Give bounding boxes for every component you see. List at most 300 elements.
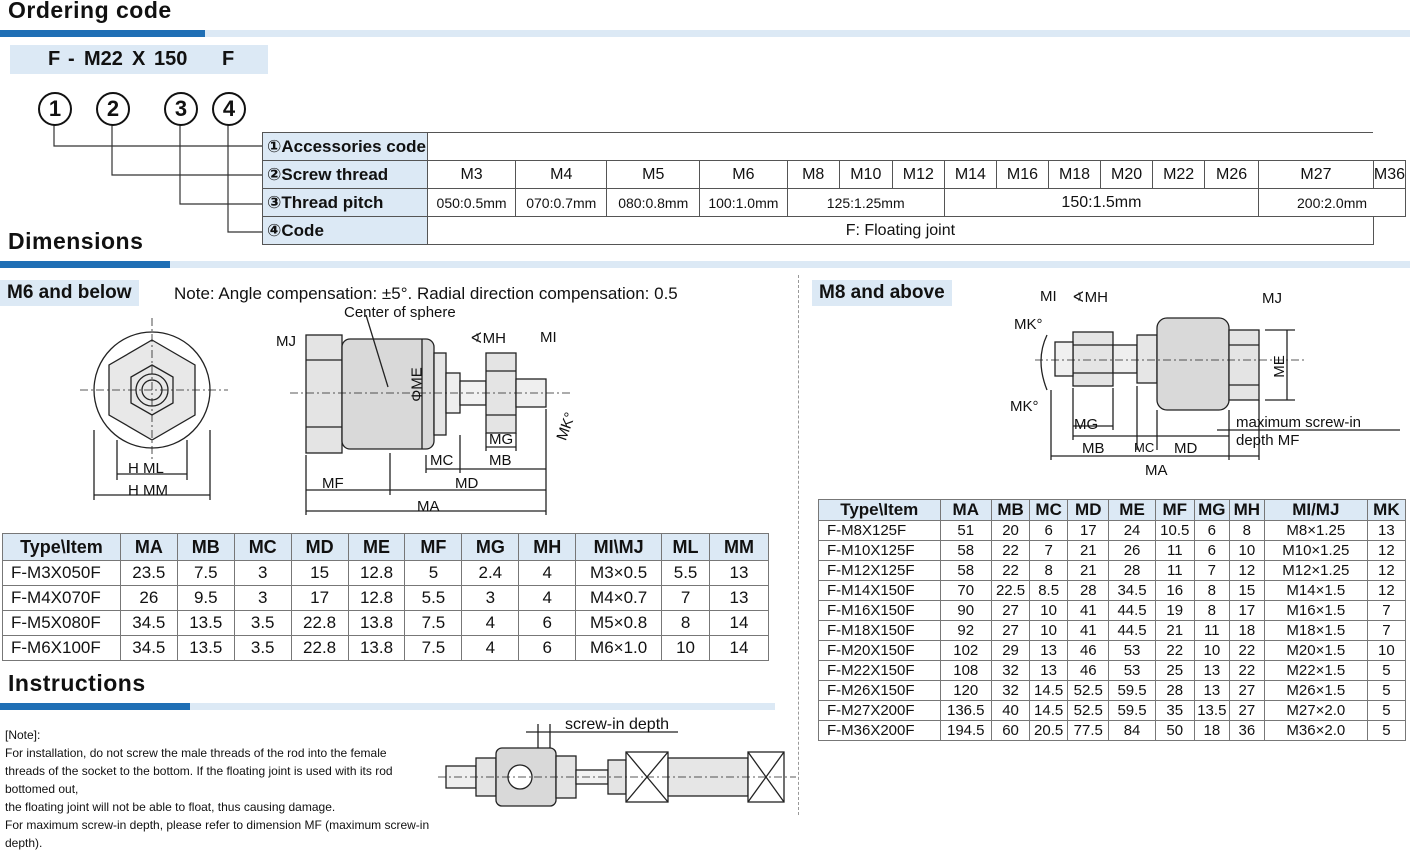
note-line-3: the floating joint will not be able to float, thus causing damage. — [5, 800, 336, 814]
table-large-cell: 136.5 — [940, 701, 991, 721]
table-large-cell: 12 — [1367, 581, 1405, 601]
circle-1: 1 — [38, 92, 72, 126]
table-large-cell: M10×1.25 — [1264, 541, 1367, 561]
label-accessories-code: ①Accessories code — [263, 133, 428, 161]
table-large-row — [819, 541, 1406, 561]
label-mk-right-top: MK° — [1014, 316, 1043, 333]
table-large-cell: 8 — [1229, 521, 1264, 541]
note-line-4: For maximum screw-in depth, please refer to dimension MF (maximum screw-in depth). — [5, 818, 430, 850]
label-screw-in-depth: screw-in depth — [565, 716, 670, 733]
table-large-cell: 5 — [1367, 681, 1405, 701]
table-small-row — [3, 561, 769, 586]
angle-note: Note: Angle compensation: ±5°. Radial direction compensation: 0.5 — [174, 284, 678, 303]
table-large-cell: M14×1.5 — [1264, 581, 1367, 601]
table-small-cell: F-M5X080F — [3, 611, 121, 636]
pitch-050: 050:0.5mm — [427, 189, 515, 217]
table-large-cell: F-M27X200F — [819, 701, 941, 721]
label-mk-left: MK° — [553, 410, 580, 443]
label-mb-right: MB — [1082, 440, 1105, 457]
table-small-cell: 3.5 — [234, 611, 291, 636]
instructions-title-bar-light — [190, 703, 775, 710]
label-me-left: ΦME — [408, 367, 426, 402]
table-large-row — [819, 601, 1406, 621]
model-part-code: F — [222, 48, 235, 70]
thread-m26: M26 — [1205, 161, 1259, 189]
table-large-row — [819, 721, 1406, 741]
thread-m18: M18 — [1048, 161, 1100, 189]
table-small-cell: 3 — [234, 561, 291, 586]
table-large-cell: M36×2.0 — [1264, 721, 1367, 741]
table-small-cell: 10 — [662, 636, 710, 661]
table-small-header-cell: MC — [234, 534, 291, 561]
table-small-cell: F-M4X070F — [3, 586, 121, 611]
table-small-cell: 13 — [710, 561, 769, 586]
table-small-cell: 14 — [710, 611, 769, 636]
table-large-cell: 17 — [1229, 601, 1264, 621]
table-large-cell: 22 — [1229, 661, 1264, 681]
table-large-cell: 52.5 — [1068, 701, 1109, 721]
table-small-header-cell: MM — [710, 534, 769, 561]
table-large-cell: F-M18X150F — [819, 621, 941, 641]
table-large-cell: 10 — [1030, 621, 1068, 641]
table-small-header-cell: MB — [177, 534, 234, 561]
table-large-cell: 70 — [940, 581, 991, 601]
table-large-cell: 22 — [1155, 641, 1194, 661]
table-large-cell: 84 — [1109, 721, 1155, 741]
table-large-cell: 11 — [1194, 621, 1229, 641]
table-large-row — [819, 581, 1406, 601]
table-large-cell: 17 — [1068, 521, 1109, 541]
table-large-cell: 52.5 — [1068, 681, 1109, 701]
table-large-cell: 28 — [1109, 561, 1155, 581]
table-large-cell: F-M10X125F — [819, 541, 941, 561]
table-large-cell: 13 — [1030, 661, 1068, 681]
table-large-cell: 12 — [1229, 561, 1264, 581]
table-small-cell: 7 — [662, 586, 710, 611]
table-large-header-cell: MA — [940, 500, 991, 521]
dimensions-table-small — [2, 533, 769, 661]
table-large-cell: 10 — [1194, 641, 1229, 661]
table-large-cell: 34.5 — [1109, 581, 1155, 601]
table-large-cell: M18×1.5 — [1264, 621, 1367, 641]
table-large-cell: 13 — [1194, 661, 1229, 681]
table-large-cell: F-M36X200F — [819, 721, 941, 741]
ordering-table — [262, 132, 1406, 245]
table-large-cell: 32 — [992, 661, 1030, 681]
dimensions-title-bar — [0, 261, 170, 268]
thread-m8: M8 — [787, 161, 839, 189]
table-large-row — [819, 521, 1406, 541]
thread-m10: M10 — [839, 161, 892, 189]
thread-m6: M6 — [700, 161, 787, 189]
table-large-cell: 35 — [1155, 701, 1194, 721]
label-mh-left: ∢MH — [470, 330, 506, 347]
table-large-cell: 5 — [1367, 661, 1405, 681]
table-large-cell: 13 — [1367, 521, 1405, 541]
label-mc-left: MC — [430, 452, 454, 469]
table-large-cell: 15 — [1229, 581, 1264, 601]
table-large-cell: M26×1.5 — [1264, 681, 1367, 701]
label-md-right: MD — [1174, 440, 1198, 457]
table-small-header-cell: MD — [291, 534, 348, 561]
table-large-cell: F-M8X125F — [819, 521, 941, 541]
table-small-cell: 26 — [120, 586, 177, 611]
label-md-left: MD — [455, 475, 479, 492]
table-large-cell: F-M22X150F — [819, 661, 941, 681]
table-large-cell: 27 — [992, 601, 1030, 621]
table-small-cell: 34.5 — [120, 636, 177, 661]
table-large-header-cell: MD — [1068, 500, 1109, 521]
tag-m8-and-above: M8 and above — [812, 280, 952, 306]
pitch-200: 200:2.0mm — [1259, 189, 1406, 217]
table-large-cell: 5 — [1367, 701, 1405, 721]
table-large-cell: 7 — [1367, 621, 1405, 641]
code-value: F: Floating joint — [427, 217, 1373, 245]
dimensions-title: Dimensions — [8, 228, 144, 254]
table-large-header-cell: MI/MJ — [1264, 500, 1367, 521]
table-large-cell: 25 — [1155, 661, 1194, 681]
table-large-header-cell: MG — [1194, 500, 1229, 521]
label-mf-left: MF — [322, 475, 344, 492]
table-small-cell: 5.5 — [662, 561, 710, 586]
table-large-cell: 194.5 — [940, 721, 991, 741]
table-small-cell: 8 — [662, 611, 710, 636]
table-large-cell: 90 — [940, 601, 991, 621]
table-small-cell: 3 — [462, 586, 519, 611]
table-large-row — [819, 561, 1406, 581]
accessories-empty — [427, 133, 1373, 161]
table-small-cell: 5 — [405, 561, 462, 586]
table-large-cell: 8 — [1194, 601, 1229, 621]
table-large-cell: F-M14X150F — [819, 581, 941, 601]
table-small-cell: 13.5 — [177, 636, 234, 661]
table-small-cell: 4 — [519, 561, 576, 586]
large-side-view-drawing — [1005, 300, 1405, 480]
table-small-row — [3, 636, 769, 661]
table-large-cell: 59.5 — [1109, 681, 1155, 701]
table-large-cell: 27 — [992, 621, 1030, 641]
table-large-cell: 28 — [1155, 681, 1194, 701]
table-large-header-cell: MK — [1367, 500, 1405, 521]
table-large-cell: M16×1.5 — [1264, 601, 1367, 621]
table-small-header-cell: MH — [519, 534, 576, 561]
table-large-cell: 92 — [940, 621, 991, 641]
table-large-cell: 46 — [1068, 661, 1109, 681]
table-large-cell: 13 — [1030, 641, 1068, 661]
label-mi-right: MI — [1040, 288, 1057, 305]
table-small-header — [3, 534, 769, 561]
table-large-cell: 21 — [1155, 621, 1194, 641]
table-small-cell: 34.5 — [120, 611, 177, 636]
table-large-cell: 19 — [1155, 601, 1194, 621]
thread-m27-text: M27 — [1300, 165, 1332, 183]
table-large-cell: 18 — [1229, 621, 1264, 641]
table-large-cell: 10.5 — [1155, 521, 1194, 541]
table-large-row — [819, 621, 1406, 641]
table-large-cell: 8.5 — [1030, 581, 1068, 601]
circle-3: 3 — [164, 92, 198, 126]
label-max-screw-in: maximum screw-in — [1236, 414, 1362, 431]
label-mj-left: MJ — [276, 333, 296, 350]
table-large-cell: 22.5 — [992, 581, 1030, 601]
circle-4: 4 — [212, 92, 246, 126]
table-large-cell: 77.5 — [1068, 721, 1109, 741]
table-small-cell: 5.5 — [405, 586, 462, 611]
table-small-row — [3, 611, 769, 636]
tag-m6-and-below: M6 and below — [0, 280, 139, 306]
table-large-cell: 22 — [1229, 641, 1264, 661]
table-large-cell: 44.5 — [1109, 601, 1155, 621]
table-large-cell: 36 — [1229, 721, 1264, 741]
table-small-cell: 4 — [462, 611, 519, 636]
thread-m36: M36 — [1373, 161, 1405, 189]
thread-m27 — [1259, 161, 1374, 189]
table-small-header-cell: ML — [662, 534, 710, 561]
table-large-cell: 58 — [940, 541, 991, 561]
table-large-header-cell: MB — [992, 500, 1030, 521]
label-ma-right: MA — [1145, 462, 1168, 479]
instructions-title-bar — [0, 703, 190, 710]
table-large-cell: 12 — [1367, 541, 1405, 561]
table-small-cell: 6 — [519, 636, 576, 661]
row-screw-thread — [263, 161, 1406, 189]
table-large-cell: 13 — [1194, 681, 1229, 701]
table-large-cell: M8×1.25 — [1264, 521, 1367, 541]
table-small-cell: F-M6X100F — [3, 636, 121, 661]
label-depth-mf: depth MF — [1236, 432, 1300, 449]
table-large-cell: 8 — [1194, 581, 1229, 601]
table-small-cell: 12.8 — [348, 586, 405, 611]
model-part-pitch: 150 — [154, 48, 188, 70]
table-large-cell: 20 — [992, 521, 1030, 541]
table-large-cell: 53 — [1109, 661, 1155, 681]
table-large-cell: 12 — [1367, 561, 1405, 581]
table-large-cell: 50 — [1155, 721, 1194, 741]
label-screw-thread: ②Screw thread — [263, 161, 428, 189]
table-large-cell: 108 — [940, 661, 991, 681]
note-line-0: [Note]: — [5, 728, 41, 742]
table-large-cell: F-M12X125F — [819, 561, 941, 581]
pitch-070: 070:0.7mm — [516, 189, 607, 217]
label-mi-left: MI — [540, 329, 557, 346]
table-large-cell: 14.5 — [1030, 681, 1068, 701]
table-large-header-cell: MC — [1030, 500, 1068, 521]
table-large-cell: M27×2.0 — [1264, 701, 1367, 721]
table-small-header-cell: MG — [462, 534, 519, 561]
label-mj-right: MJ — [1262, 290, 1282, 307]
table-small-cell: 14 — [710, 636, 769, 661]
table-small-cell: 9.5 — [177, 586, 234, 611]
table-large-cell: 102 — [940, 641, 991, 661]
thread-m22: M22 — [1153, 161, 1205, 189]
thread-m5: M5 — [607, 161, 700, 189]
label-thread-pitch: ③Thread pitch — [263, 189, 428, 217]
label-mh-right: ∢MH — [1072, 289, 1108, 306]
table-large-cell: 27 — [1229, 681, 1264, 701]
table-large-cell: 59.5 — [1109, 701, 1155, 721]
circle-2: 2 — [96, 92, 130, 126]
table-large-cell: 20.5 — [1030, 721, 1068, 741]
table-large-cell: 32 — [992, 681, 1030, 701]
section-separator — [798, 275, 799, 815]
table-small-header-cell: Type\Item — [3, 534, 121, 561]
dimensions-title-bar-light — [170, 261, 1410, 268]
thread-m3: M3 — [427, 161, 515, 189]
label-code: ④Code — [263, 217, 428, 245]
table-small-cell: 7.5 — [405, 611, 462, 636]
thread-m14: M14 — [944, 161, 996, 189]
thread-m4: M4 — [516, 161, 607, 189]
table-small-cell: 7.5 — [177, 561, 234, 586]
table-small-cell: 22.8 — [291, 636, 348, 661]
table-large-cell: M20×1.5 — [1264, 641, 1367, 661]
table-large-cell: 29 — [992, 641, 1030, 661]
table-large-header-cell: MH — [1229, 500, 1264, 521]
table-large-cell: 26 — [1109, 541, 1155, 561]
table-small-cell: 12.8 — [348, 561, 405, 586]
label-me-right: ME — [1270, 355, 1288, 378]
table-small-cell: 4 — [519, 586, 576, 611]
model-part-thread: M22 — [84, 48, 123, 70]
label-h-ml: H ML — [128, 460, 164, 477]
table-large-cell: 13.5 — [1194, 701, 1229, 721]
table-large-cell: 21 — [1068, 561, 1109, 581]
table-large-cell: 41 — [1068, 621, 1109, 641]
table-small-cell: 2.4 — [462, 561, 519, 586]
table-large-cell: 18 — [1194, 721, 1229, 741]
model-part-x: X — [132, 48, 146, 70]
ordering-code-title: Ordering code — [8, 0, 172, 23]
table-large-cell: F-M16X150F — [819, 601, 941, 621]
table-large-cell: M12×1.25 — [1264, 561, 1367, 581]
table-large-row — [819, 641, 1406, 661]
table-large-cell: 28 — [1068, 581, 1109, 601]
table-large-cell: 6 — [1194, 541, 1229, 561]
table-large-cell: 24 — [1109, 521, 1155, 541]
table-large-row — [819, 681, 1406, 701]
label-ma-left: MA — [417, 498, 440, 515]
instructions-notes — [5, 726, 445, 852]
table-small-cell: 22.8 — [291, 611, 348, 636]
table-large-cell: 41 — [1068, 601, 1109, 621]
table-large-header-cell: MF — [1155, 500, 1194, 521]
table-small-cell: 6 — [519, 611, 576, 636]
label-mg-left: MG — [489, 431, 514, 448]
table-large-cell: 60 — [992, 721, 1030, 741]
table-large-cell: 44.5 — [1109, 621, 1155, 641]
front-view-drawing — [80, 310, 230, 510]
table-small-header-cell: ME — [348, 534, 405, 561]
table-large-row — [819, 701, 1406, 721]
table-large-cell: M22×1.5 — [1264, 661, 1367, 681]
table-small-cell: 23.5 — [120, 561, 177, 586]
table-large-header-cell: Type\Item — [819, 500, 941, 521]
label-center-of-sphere: Center of sphere — [344, 304, 456, 321]
table-large-cell: 10 — [1367, 641, 1405, 661]
table-small-cell: M3×0.5 — [576, 561, 662, 586]
label-mb-left: MB — [489, 452, 512, 469]
table-large-cell: 8 — [1030, 561, 1068, 581]
table-large-cell: 10 — [1030, 601, 1068, 621]
label-mg-right: MG — [1074, 416, 1099, 433]
table-small-cell: 13.8 — [348, 611, 405, 636]
table-large-cell: 11 — [1155, 541, 1194, 561]
table-small-cell: 3 — [234, 586, 291, 611]
table-small-cell: 7.5 — [405, 636, 462, 661]
table-large-cell: 46 — [1068, 641, 1109, 661]
table-large-cell: 27 — [1229, 701, 1264, 721]
table-large-cell: 5 — [1367, 721, 1405, 741]
thread-m20: M20 — [1101, 161, 1153, 189]
note-line-2: threads of the socket to the bottom. If the floating joint is used with its rod bottomed out, — [5, 764, 393, 796]
pitch-125: 125:1.25mm — [787, 189, 944, 217]
table-large-cell: 7 — [1030, 541, 1068, 561]
row-code — [263, 217, 1406, 245]
table-small-cell: 15 — [291, 561, 348, 586]
table-small-cell: F-M3X050F — [3, 561, 121, 586]
table-small-cell: 17 — [291, 586, 348, 611]
table-large-cell: 6 — [1194, 521, 1229, 541]
table-large-cell: 21 — [1068, 541, 1109, 561]
table-large-cell: 51 — [940, 521, 991, 541]
table-large-header-cell: ME — [1109, 500, 1155, 521]
table-small-cell: 13 — [710, 586, 769, 611]
table-small-header-cell: MI\MJ — [576, 534, 662, 561]
instructions-title: Instructions — [8, 670, 146, 696]
pitch-150: 150:1.5mm — [944, 189, 1258, 217]
pitch-080: 080:0.8mm — [607, 189, 700, 217]
table-large-cell: 14.5 — [1030, 701, 1068, 721]
table-large-cell: 40 — [992, 701, 1030, 721]
table-large-header — [819, 500, 1406, 521]
table-small-header-cell: MF — [405, 534, 462, 561]
table-large-cell: 11 — [1155, 561, 1194, 581]
table-small-cell: 13.5 — [177, 611, 234, 636]
model-part-f: F — [48, 48, 61, 70]
table-large-cell: F-M26X150F — [819, 681, 941, 701]
table-small-cell: 13.8 — [348, 636, 405, 661]
table-large-cell: 6 — [1030, 521, 1068, 541]
row-accessories-code — [263, 133, 1406, 161]
pitch-100: 100:1.0mm — [700, 189, 787, 217]
label-h-mm: H MM — [128, 482, 168, 499]
table-small-cell: M5×0.8 — [576, 611, 662, 636]
table-large-cell: 22 — [992, 541, 1030, 561]
table-small-cell: M4×0.7 — [576, 586, 662, 611]
table-large-cell: 58 — [940, 561, 991, 581]
table-small-row — [3, 586, 769, 611]
table-small-cell: 3.5 — [234, 636, 291, 661]
table-small-cell: 4 — [462, 636, 519, 661]
label-mk-right-bottom: MK° — [1010, 398, 1039, 415]
table-large-cell: 53 — [1109, 641, 1155, 661]
table-large-cell: 16 — [1155, 581, 1194, 601]
table-large-cell: 22 — [992, 561, 1030, 581]
table-large-row — [819, 661, 1406, 681]
table-large-cell: 120 — [940, 681, 991, 701]
label-mc-right: MC — [1134, 440, 1155, 455]
thread-m16: M16 — [996, 161, 1048, 189]
table-large-cell: 10 — [1229, 541, 1264, 561]
table-large-cell: 7 — [1194, 561, 1229, 581]
table-large-cell: 7 — [1367, 601, 1405, 621]
table-small-header-cell: MA — [120, 534, 177, 561]
model-part-dash: - — [68, 48, 75, 70]
table-large-cell: F-M20X150F — [819, 641, 941, 661]
row-thread-pitch — [263, 189, 1406, 217]
note-line-1: For installation, do not screw the male threads of the rod into the female — [5, 746, 387, 760]
table-small-cell: M6×1.0 — [576, 636, 662, 661]
